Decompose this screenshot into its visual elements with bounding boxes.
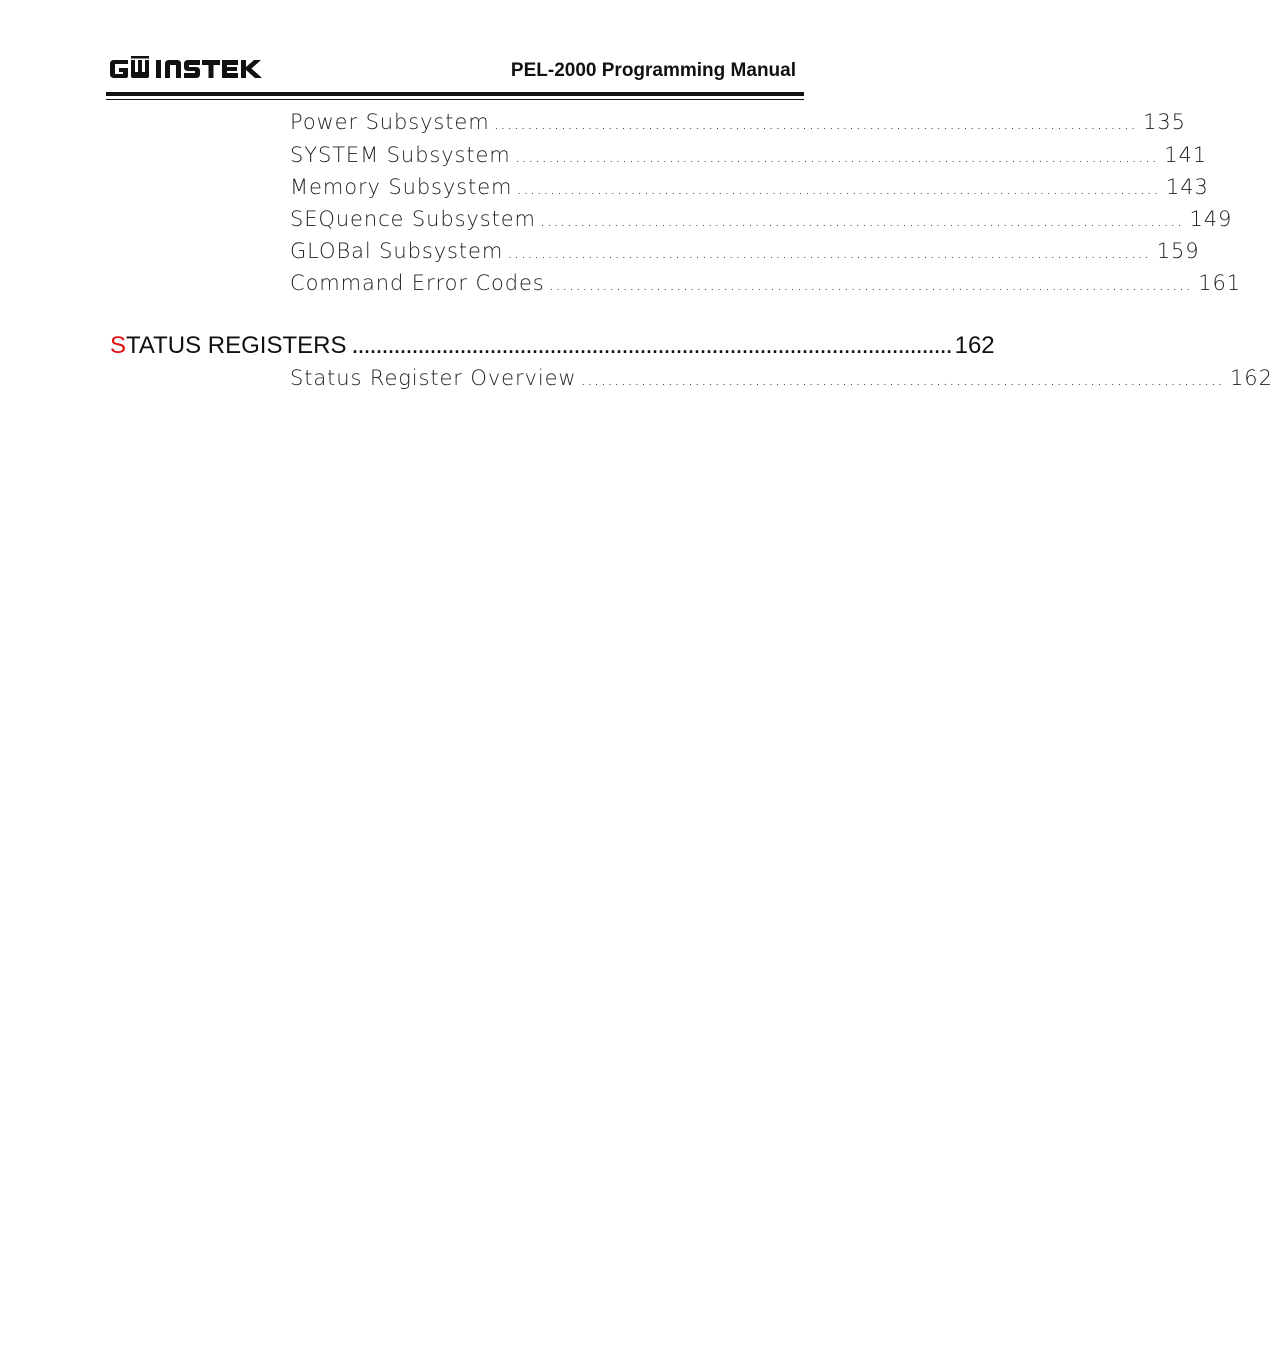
toc-entry-title: Memory Subsystem	[290, 175, 513, 199]
toc-entry-page: 161	[1198, 271, 1242, 295]
header-rule-thick	[106, 92, 804, 96]
dot-leader: ................................................................................................	[539, 211, 1184, 231]
toc-entry-sequence-subsystem[interactable]	[290, 207, 1233, 237]
header-rule-thin	[106, 99, 804, 100]
toc-entry-title: SEQuence Subsystem	[290, 207, 536, 231]
dot-leader: ................................................................................................	[516, 179, 1160, 199]
toc-entry-memory-subsystem[interactable]	[290, 175, 1209, 205]
manual-title: PEL-2000 Programming Manual	[510, 60, 796, 81]
toc-entry-page: 141	[1164, 143, 1208, 167]
dot-leader: ................................................................................................	[548, 275, 1193, 295]
toc-entry-system-subsystem[interactable]	[290, 143, 1208, 173]
toc-entry-page: 149	[1189, 207, 1233, 231]
toc-entry-title: Power Subsystem	[290, 110, 490, 134]
gwinstek-logo	[108, 54, 280, 84]
dot-leader: ................................................................................................	[493, 114, 1138, 134]
toc-entry-title: Status Register Overview	[290, 366, 577, 390]
dot-leader: ................................................................................................	[514, 147, 1159, 167]
toc-entry-page: 159	[1156, 239, 1200, 263]
toc-entry-status-register-overview[interactable]	[290, 366, 1273, 396]
chapter-initial: S	[110, 332, 127, 359]
toc-entry-power-subsystem[interactable]	[290, 110, 1186, 140]
toc-entry-page: 135	[1143, 110, 1186, 134]
dot-leader: ................................................................................................	[580, 370, 1225, 390]
toc-entry-command-error-codes[interactable]	[290, 271, 1242, 301]
toc-chapter-status-registers[interactable]	[110, 332, 995, 364]
gwinstek-logo-mark	[108, 54, 280, 84]
chapter-title: TATUS REGISTERS	[126, 332, 347, 359]
toc-entry-title: Command Error Codes	[290, 271, 545, 295]
dot-leader: ....................................................................................................	[352, 337, 953, 357]
chapter-page: 162	[954, 332, 995, 359]
toc-entry-global-subsystem[interactable]	[290, 239, 1200, 269]
toc-entry-page: 162	[1230, 366, 1273, 390]
dot-leader: ................................................................................................	[507, 243, 1151, 263]
toc-entry-title: GLOBal Subsystem	[290, 239, 504, 263]
toc-entry-page: 143	[1165, 175, 1209, 199]
toc-entry-title: SYSTEM Subsystem	[290, 143, 511, 167]
